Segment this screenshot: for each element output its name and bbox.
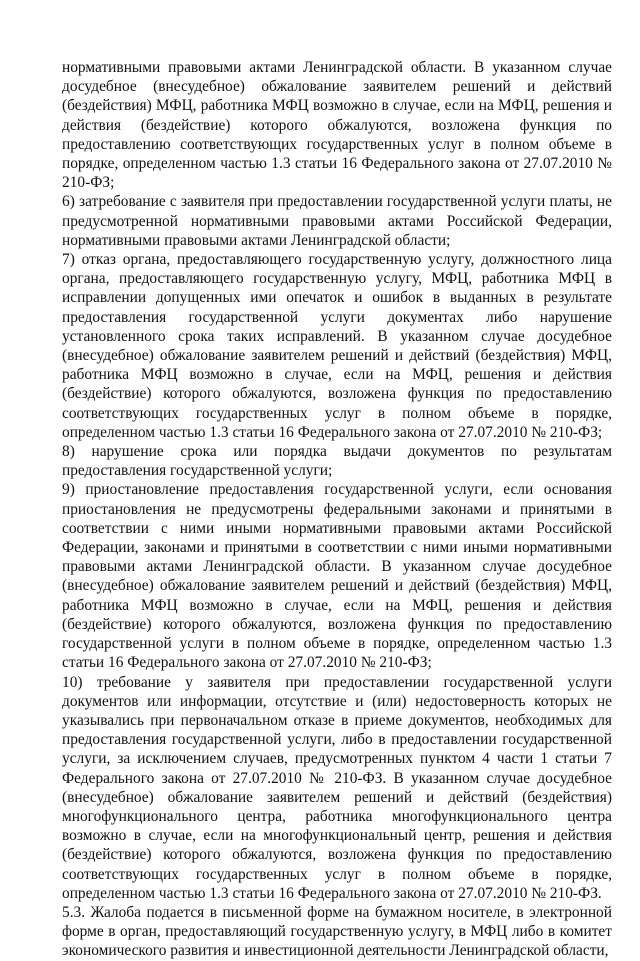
paragraph-item-6: 6) затребование с заявителя при предоставлении государственной услуги платы, не предусмотренной нормативными правовыми актами Российской Федерации, нормативными правовыми актами Ленинградской области; bbox=[62, 193, 612, 249]
document-page bbox=[62, 58, 612, 961]
paragraph-continuation: нормативными правовыми актами Ленинградской области. В указанном случае досудебное (внесудебное) обжалование заявителем решений и действий (бездействия) МФЦ, работника МФЦ возможно в случае, если на МФЦ, решения и действия (бездействие) которого обжалуются, возложена функция по предоставлению соответствующих государственных услуг в полном объеме в порядке, определенном частью 1.3 статьи 16 Федерального закона от 27.07.2010 № 210-ФЗ; bbox=[62, 59, 612, 192]
paragraph-item-7: 7) отказ органа, предоставляющего государственную услугу, должностного лица органа, предоставляющего государственную услугу, МФЦ, работника МФЦ в исправлении допущенных ими опечаток и ошибок в выданных в результате предоставления государственной услуги документах либо нарушение установленного срока таких исправлений. В указанном случае досудебное (внесудебное) обжалование заявителем решений и действий (бездействия) МФЦ, работника МФЦ возможно в случае, если на МФЦ, решения и действия (бездействие) которого обжалуются, возложена функция по предоставлению соответствующих государственных услуг в полном объеме в порядке, определенном частью 1.3 статьи 16 Федерального закона от 27.07.2010 № 210-ФЗ; bbox=[62, 251, 612, 441]
paragraph-item-8: 8) нарушение срока или порядка выдачи документов по результатам предоставления государственной услуги; bbox=[62, 443, 612, 480]
paragraph-item-10: 10) требование у заявителя при предоставлении государственной услуги документов или информации, отсутствие и (или) недостоверность которых не указывались при первоначальном отказе в приеме документов, необходимых для предоставления государственной услуги, либо в предоставлении государственной услуги, за исключением случаев, предусмотренных пунктом 4 части 1 статьи 7 Федерального закона от 27.07.2010 № 210-ФЗ. В указанном случае досудебное (внесудебное) обжалование заявителем решений и действий (бездействия) многофункционального центра, работника многофункционального центра возможно в случае, если на многофункциональный центр, решения и действия (бездействие) которого обжалуются, возложена функция по предоставлению соответствующих государственных услуг в полном объеме в порядке, определенном частью 1.3 статьи 16 Федерального закона от 27.07.2010 № 210-ФЗ. bbox=[62, 673, 612, 902]
paragraph-section-5-3: 5.3. Жалоба подается в письменной форме на бумажном носителе, в электронной форме в орган, предоставляющий государственную услугу, в МФЦ либо в комитет экономического развития и инвестиционной деятельности Ленинградской области, bbox=[62, 903, 612, 960]
paragraph-item-9: 9) приостановление предоставления государственной услуги, если основания приостановления не предусмотрены федеральными законами и принятыми в соответствии с ними иными нормативными правовыми актами Российской Федерации, законами и принятыми в соответствии с ними иными нормативными правовыми актами Ленинградской области. В указанном случае досудебное (внесудебное) обжалование заявителем решений и действий (бездействия) МФЦ, работника МФЦ возможно в случае, если на МФЦ, решения и действия (бездействие) которого обжалуются, возложена функция по предоставлению государственной услуги в полном объеме в порядке, определенном частью 1.3 статьи 16 Федерального закона от 27.07.2010 № 210-ФЗ; bbox=[62, 481, 612, 672]
